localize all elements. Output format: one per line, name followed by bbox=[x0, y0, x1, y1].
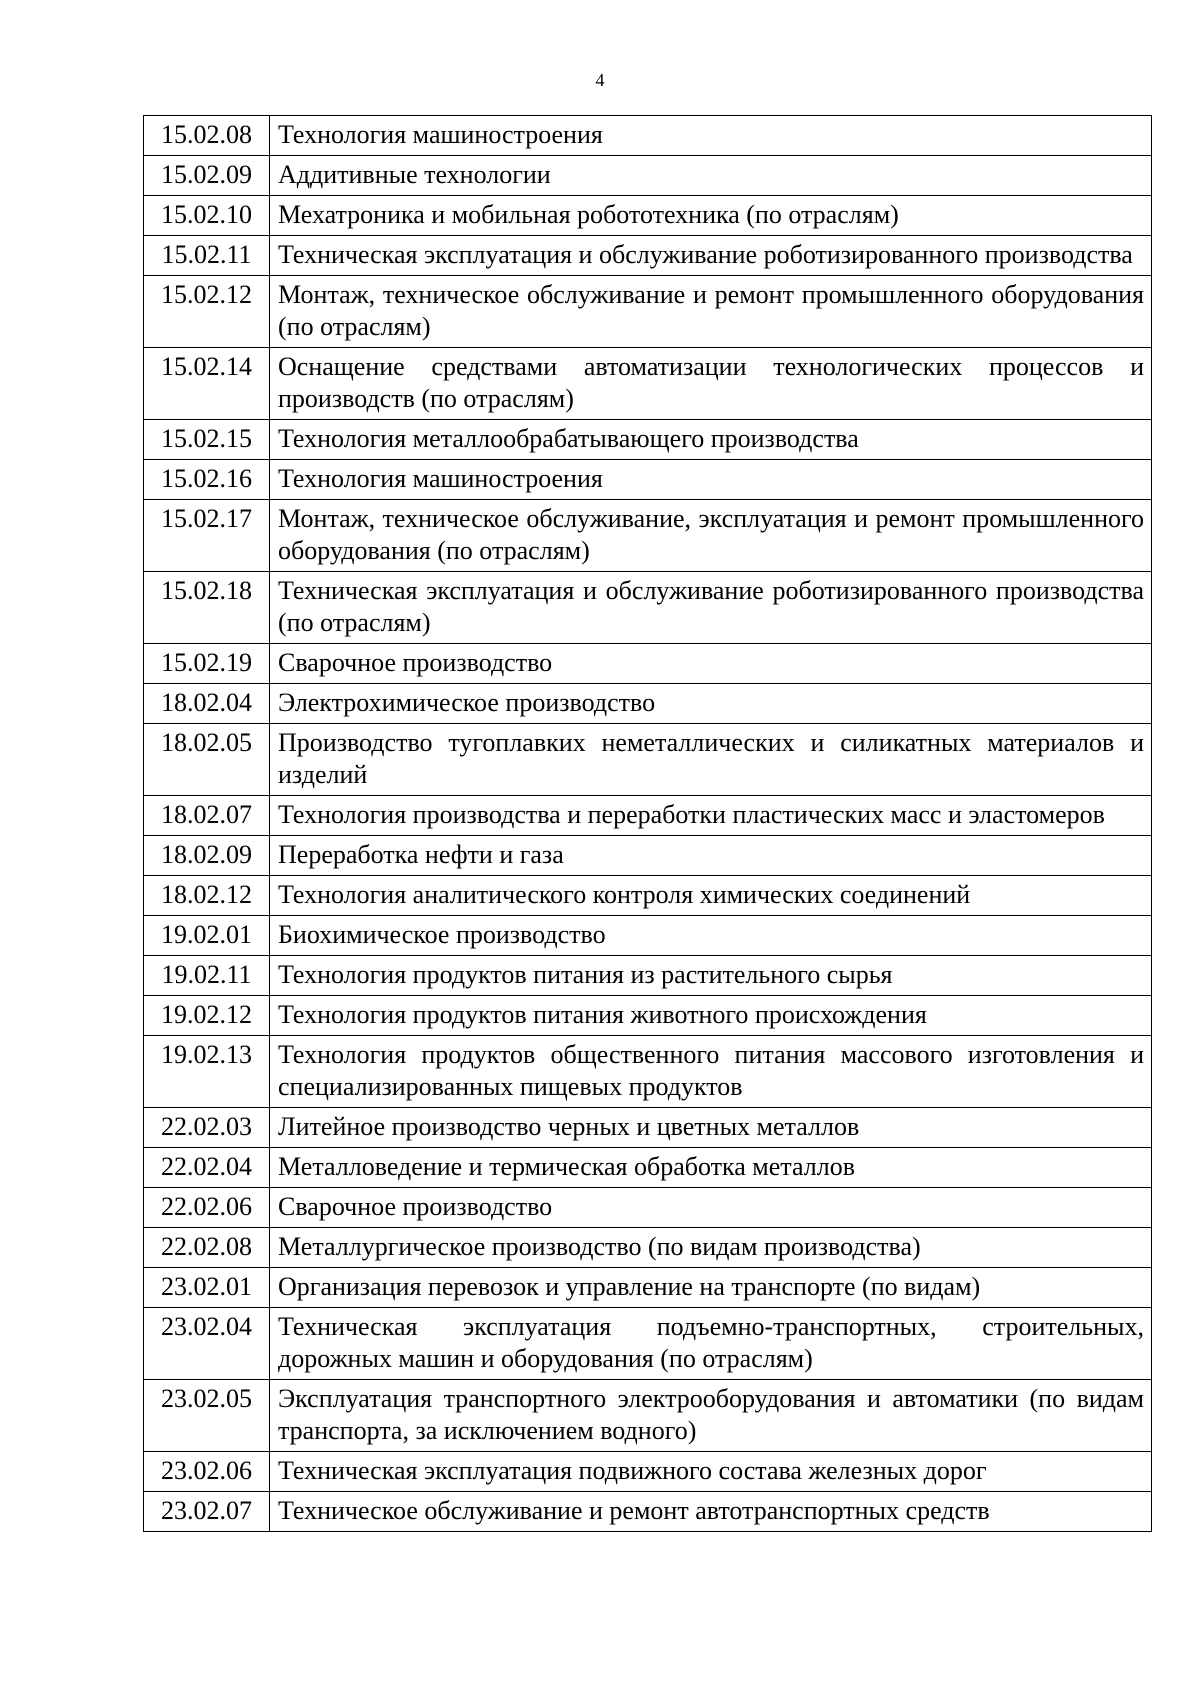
table-row bbox=[144, 420, 1152, 460]
table-row bbox=[144, 1188, 1152, 1228]
specialty-name: Металловедение и термическая обработка металлов bbox=[270, 1148, 1152, 1188]
specialty-name: Сварочное производство bbox=[270, 644, 1152, 684]
table-row bbox=[144, 1380, 1152, 1452]
specialty-code: 15.02.19 bbox=[144, 644, 270, 684]
specialty-name: Технология продуктов питания животного происхождения bbox=[270, 996, 1152, 1036]
specialty-name: Сварочное производство bbox=[270, 1188, 1152, 1228]
specialty-code: 22.02.04 bbox=[144, 1148, 270, 1188]
table-row bbox=[144, 1452, 1152, 1492]
specialty-code: 23.02.01 bbox=[144, 1268, 270, 1308]
specialty-name: Техническая эксплуатация подвижного состава железных дорог bbox=[270, 1452, 1152, 1492]
specialty-code: 18.02.12 bbox=[144, 876, 270, 916]
specialty-name: Производство тугоплавких неметаллических и силикатных материалов и изделий bbox=[270, 724, 1152, 796]
table-row bbox=[144, 796, 1152, 836]
specialty-name: Эксплуатация транспортного электрооборудования и автоматики (по видам транспорта, за исключением водного) bbox=[270, 1380, 1152, 1452]
table-row bbox=[144, 196, 1152, 236]
table-row bbox=[144, 1108, 1152, 1148]
table-row bbox=[144, 236, 1152, 276]
specialty-name: Технология аналитического контроля химических соединений bbox=[270, 876, 1152, 916]
table-body bbox=[144, 116, 1152, 1532]
specialty-code: 18.02.05 bbox=[144, 724, 270, 796]
specialty-name: Технология продуктов питания из растительного сырья bbox=[270, 956, 1152, 996]
table-row bbox=[144, 116, 1152, 156]
table-row bbox=[144, 1492, 1152, 1532]
specialty-name: Аддитивные технологии bbox=[270, 156, 1152, 196]
specialty-name: Металлургическое производство (по видам производства) bbox=[270, 1228, 1152, 1268]
table-row bbox=[144, 1308, 1152, 1380]
specialty-name: Монтаж, техническое обслуживание и ремонт промышленного оборудования (по отраслям) bbox=[270, 276, 1152, 348]
specialty-code: 15.02.08 bbox=[144, 116, 270, 156]
table-row bbox=[144, 644, 1152, 684]
table-row bbox=[144, 1268, 1152, 1308]
specialty-code: 22.02.03 bbox=[144, 1108, 270, 1148]
specialty-name: Техническая эксплуатация и обслуживание роботизированного производства (по отраслям) bbox=[270, 572, 1152, 644]
specialty-code: 18.02.07 bbox=[144, 796, 270, 836]
specialty-code: 15.02.17 bbox=[144, 500, 270, 572]
specialty-code: 15.02.16 bbox=[144, 460, 270, 500]
specialty-name: Литейное производство черных и цветных металлов bbox=[270, 1108, 1152, 1148]
specialty-code: 15.02.12 bbox=[144, 276, 270, 348]
specialty-name: Мехатроника и мобильная робототехника (по отраслям) bbox=[270, 196, 1152, 236]
specialty-code: 15.02.15 bbox=[144, 420, 270, 460]
table-row bbox=[144, 572, 1152, 644]
specialty-code: 19.02.01 bbox=[144, 916, 270, 956]
specialty-name: Технология металлообрабатывающего производства bbox=[270, 420, 1152, 460]
table-row bbox=[144, 836, 1152, 876]
specialty-name: Технология продуктов общественного питания массового изготовления и специализированных пищевых продуктов bbox=[270, 1036, 1152, 1108]
table-row bbox=[144, 876, 1152, 916]
specialty-code: 23.02.07 bbox=[144, 1492, 270, 1532]
table-row bbox=[144, 276, 1152, 348]
specialty-code: 19.02.12 bbox=[144, 996, 270, 1036]
specialty-name: Техническая эксплуатация подъемно-транспортных, строительных, дорожных машин и оборудования (по отраслям) bbox=[270, 1308, 1152, 1380]
table-row bbox=[144, 500, 1152, 572]
specialty-code: 15.02.09 bbox=[144, 156, 270, 196]
table-row bbox=[144, 724, 1152, 796]
specialty-code: 15.02.14 bbox=[144, 348, 270, 420]
table-row bbox=[144, 684, 1152, 724]
specialty-code: 23.02.04 bbox=[144, 1308, 270, 1380]
specialty-code: 15.02.18 bbox=[144, 572, 270, 644]
table-row bbox=[144, 996, 1152, 1036]
specialty-name: Биохимическое производство bbox=[270, 916, 1152, 956]
table-row bbox=[144, 156, 1152, 196]
page-number: 4 bbox=[595, 70, 605, 90]
specialty-code: 22.02.06 bbox=[144, 1188, 270, 1228]
specialty-name: Организация перевозок и управление на транспорте (по видам) bbox=[270, 1268, 1152, 1308]
specialty-code: 23.02.05 bbox=[144, 1380, 270, 1452]
specialty-name: Электрохимическое производство bbox=[270, 684, 1152, 724]
table-row bbox=[144, 916, 1152, 956]
specialty-code: 22.02.08 bbox=[144, 1228, 270, 1268]
specialty-name: Переработка нефти и газа bbox=[270, 836, 1152, 876]
table-row bbox=[144, 1148, 1152, 1188]
specialty-name: Техническая эксплуатация и обслуживание роботизированного производства bbox=[270, 236, 1152, 276]
specialty-name: Монтаж, техническое обслуживание, эксплуатация и ремонт промышленного оборудования (по отраслям) bbox=[270, 500, 1152, 572]
specialty-table bbox=[143, 115, 1152, 1532]
table-row bbox=[144, 348, 1152, 420]
specialty-code: 19.02.11 bbox=[144, 956, 270, 996]
specialty-code: 18.02.09 bbox=[144, 836, 270, 876]
specialty-name: Техническое обслуживание и ремонт автотранспортных средств bbox=[270, 1492, 1152, 1532]
specialty-name: Технология машиностроения bbox=[270, 116, 1152, 156]
specialty-code: 15.02.11 bbox=[144, 236, 270, 276]
table-row bbox=[144, 460, 1152, 500]
table-row bbox=[144, 1036, 1152, 1108]
specialty-name: Технология производства и переработки пластических масс и эластомеров bbox=[270, 796, 1152, 836]
specialty-name: Технология машиностроения bbox=[270, 460, 1152, 500]
specialty-code: 15.02.10 bbox=[144, 196, 270, 236]
specialty-name: Оснащение средствами автоматизации технологических процессов и производств (по отраслям) bbox=[270, 348, 1152, 420]
table-row bbox=[144, 1228, 1152, 1268]
table-row bbox=[144, 956, 1152, 996]
specialty-code: 19.02.13 bbox=[144, 1036, 270, 1108]
specialty-code: 23.02.06 bbox=[144, 1452, 270, 1492]
specialty-code: 18.02.04 bbox=[144, 684, 270, 724]
